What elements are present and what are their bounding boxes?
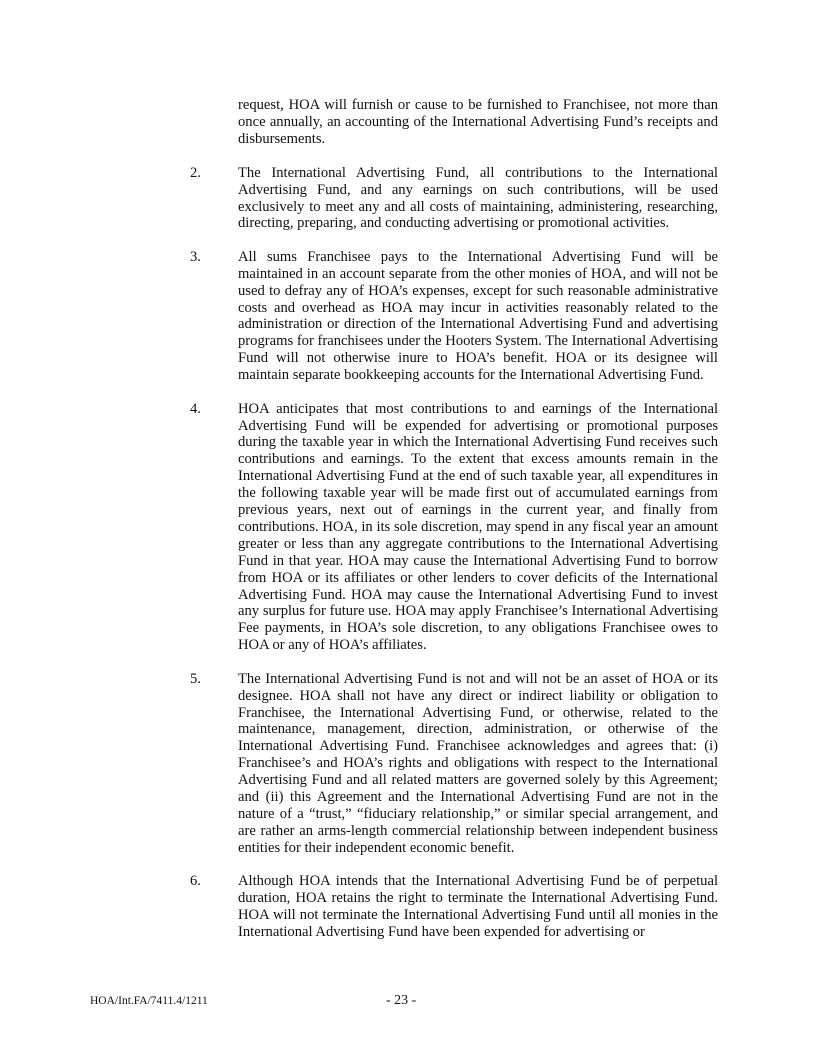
item-text: The International Advertising Fund is not and will not be an asset of HOA or its designee. HOA shall not have any direct or indirect liability or obligation to Franchisee, the International Advertising Fund, or otherwise, related to the maintenance, management, direction, administration, or otherwise of the International Advertising Fund. Franchisee acknowledges and agrees that: (i) Franchisee’s and HOA’s rights and obligations with respect to the International Advertising Fund and all related matters are governed solely by this Agreement; and (ii) this Agreement and the International Advertising Fund are not in the nature of a “trust,” “fiduciary relationship,” or similar special arrangement, and are rather an arms-length commercial relationship between independent business entities for their independent economic benefit.: [238, 670, 718, 856]
footer-page-number: - 23 -: [386, 993, 417, 1008]
item-number: 5.: [190, 670, 201, 687]
item-number: 4.: [190, 400, 201, 417]
list-item-4: [190, 401, 718, 655]
list-item-3: [190, 249, 718, 384]
document-body: [190, 97, 718, 957]
item-text: The International Advertising Fund, all contributions to the International Advertising Fund, and any earnings on such contributions, will be used exclusively to meet any and all costs of maintaining, administering, researching, directing, preparing, and conducting advertising or promotional activities.: [238, 164, 718, 232]
list-item-6: [190, 873, 718, 941]
item-text: HOA anticipates that most contributions to and earnings of the International Advertising Fund will be expended for advertising or promotional purposes during the taxable year in which the International Advertising Fund receives such contributions and earnings. To the extent that excess amounts remain in the International Advertising Fund at the end of such taxable year, all expenditures in the following taxable year will be made first out of accumulated earnings from previous years, next out of earnings in the current year, and finally from contributions. HOA, in its sole discretion, may spend in any fiscal year an amount greater or less than any aggregate contributions to the International Advertising Fund in that year. HOA may cause the International Advertising Fund to borrow from HOA or its affiliates or other lenders to cover deficits of the International Advertising Fund. HOA may cause the International Advertising Fund to invest any surplus for future use. HOA may apply Franchisee’s International Advertising Fee payments, in HOA’s sole discretion, to any obligations Franchisee owes to HOA or any of HOA’s affiliates.: [238, 400, 718, 654]
item-text: Although HOA intends that the International Advertising Fund be of perpetual duration, HOA retains the right to terminate the International Advertising Fund. HOA will not terminate the International Advertising Fund until all monies in the International Advertising Fund have been expended for advertising or: [238, 873, 718, 940]
item-number: 6.: [190, 873, 201, 890]
item-number: 2.: [190, 164, 201, 181]
continuation-paragraph: request, HOA will furnish or cause to be furnished to Franchisee, not more than once annually, an accounting of the International Advertising Fund’s receipts and disbursements.: [238, 97, 718, 147]
footer-document-id: HOA/Int.FA/7411.4/1211: [90, 995, 208, 1007]
item-text: All sums Franchisee pays to the International Advertising Fund will be maintained in an account separate from the other monies of HOA, and will not be used to defray any of HOA’s expenses, except for such reasonable administrative costs and overhead as HOA may incur in activities reasonably related to the administration or direction of the International Advertising Fund and advertising programs for franchisees under the Hooters System. The International Advertising Fund will not otherwise inure to HOA’s benefit. HOA or its designee will maintain separate bookkeeping accounts for the International Advertising Fund.: [238, 248, 718, 384]
list-item-2: [190, 165, 718, 233]
list-item-5: [190, 671, 718, 857]
item-number: 3.: [190, 248, 201, 265]
